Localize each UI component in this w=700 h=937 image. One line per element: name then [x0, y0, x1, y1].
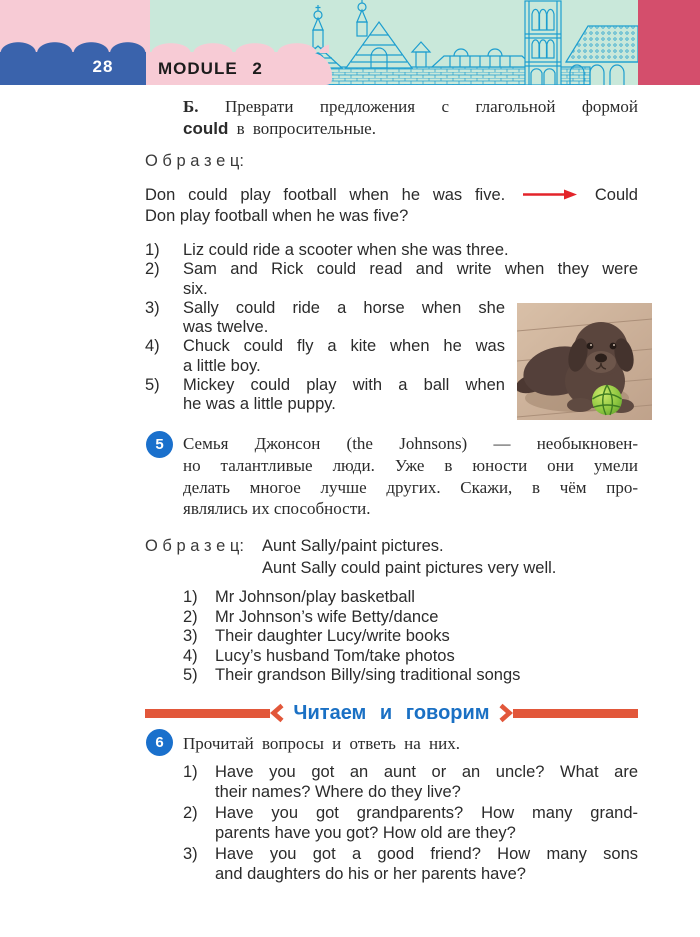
exercise-b-sample	[145, 185, 638, 227]
item-number: 4)	[145, 337, 160, 356]
sample-line: Aunt Sally could paint pictures very well.	[262, 558, 557, 577]
chevron-left-icon	[270, 703, 285, 723]
item-number: 1)	[183, 588, 198, 606]
gothic-tower	[525, 1, 561, 85]
item-number: 3)	[183, 845, 198, 863]
page-header	[0, 0, 700, 85]
sample-line: Don play football when he was five?	[145, 207, 409, 225]
list-item: 1) Have you got an aunt or an uncle? What are their names? Where do they live?	[183, 763, 638, 801]
puppy-photo	[517, 303, 652, 420]
item-number: 1)	[145, 241, 160, 259]
item-number: 3)	[145, 298, 160, 317]
bold-could: could	[183, 119, 229, 138]
chevron-right-icon	[498, 703, 513, 723]
section-banner	[145, 700, 638, 726]
item-number: 5)	[183, 666, 198, 684]
intro-line: Б. Преврати предложения с глагольной формой	[183, 97, 638, 116]
header-crimson-block	[638, 0, 700, 85]
item-number: 4)	[183, 646, 198, 665]
spire-left	[313, 5, 323, 48]
list-item: 2) Sam and Rick could read and write when they were six.	[145, 260, 638, 298]
exercise-5-sample	[145, 536, 638, 579]
sample-line: Aunt Sally/paint pictures.	[262, 537, 444, 555]
sample-label: О б р а з е ц:	[145, 537, 244, 555]
exercise-5-intro: Семья Джонсон (the Johnsons) — необыкновен- но талантливые люди. Уже в юности они умели делать многое лучше других. Скажи, в чём про- являлись их способности.	[183, 434, 638, 519]
item-number: 3)	[183, 627, 198, 645]
intro-line: could в вопросительные.	[183, 119, 376, 138]
item-number: 5)	[145, 376, 160, 395]
green-ball	[592, 385, 622, 415]
banner-bar-left	[145, 709, 270, 718]
module-label: MODULE 2	[158, 59, 263, 78]
item-number: 2)	[145, 260, 160, 279]
exercise-b-intro	[183, 96, 638, 140]
city-skyline-illustration	[282, 0, 638, 85]
module-badge	[146, 52, 332, 85]
list-item: 5) Their grandson Billy/sing traditional songs	[183, 666, 521, 684]
list-item: 3) Sally could ride a horse when she was twelve.	[145, 298, 505, 337]
page-number: 28	[92, 57, 114, 76]
spire-right	[357, 0, 367, 36]
exercise-6-list	[183, 763, 638, 886]
list-item: 5) Mickey could play with a ball when he was a little puppy.	[145, 376, 505, 414]
list-item: 2) Have you got grandparents? How many grand- parents have you got? How old are they?	[183, 804, 638, 842]
list-item: 3) Their daughter Lucy/write books	[183, 627, 450, 645]
item-number: 2)	[183, 804, 198, 822]
item-number: 2)	[183, 607, 198, 626]
exercise-6-intro: Прочитай вопросы и ответь на них.	[183, 734, 460, 753]
sample-label: О б р а з е ц:	[145, 152, 244, 170]
exercise-6-number: 6	[146, 729, 173, 756]
red-arrow-icon	[522, 188, 578, 201]
list-item: 4) Chuck could fly a kite when he was a little boy.	[145, 337, 505, 375]
list-item: 1) Liz could ride a scooter when she was three.	[145, 241, 509, 259]
exercise-5-list	[183, 588, 638, 686]
list-item: 1) Mr Johnson/play basketball	[183, 588, 415, 606]
list-item: 2) Mr Johnson’s wife Betty/dance	[183, 607, 439, 626]
list-item: 4) Lucy’s husband Tom/take photos	[183, 646, 455, 665]
item-number: 1)	[183, 763, 198, 781]
banner-title: Читаем и говорим	[293, 701, 490, 724]
exercise-b-label: Б.	[183, 97, 199, 116]
list-item: 3) Have you got a good friend? How many sons and daughters do his or her parents have?	[183, 845, 638, 883]
sample-line: Don could play football when he was five. Could	[145, 186, 638, 204]
banner-bar-right	[513, 709, 638, 718]
exercise-5-number: 5	[146, 431, 173, 458]
